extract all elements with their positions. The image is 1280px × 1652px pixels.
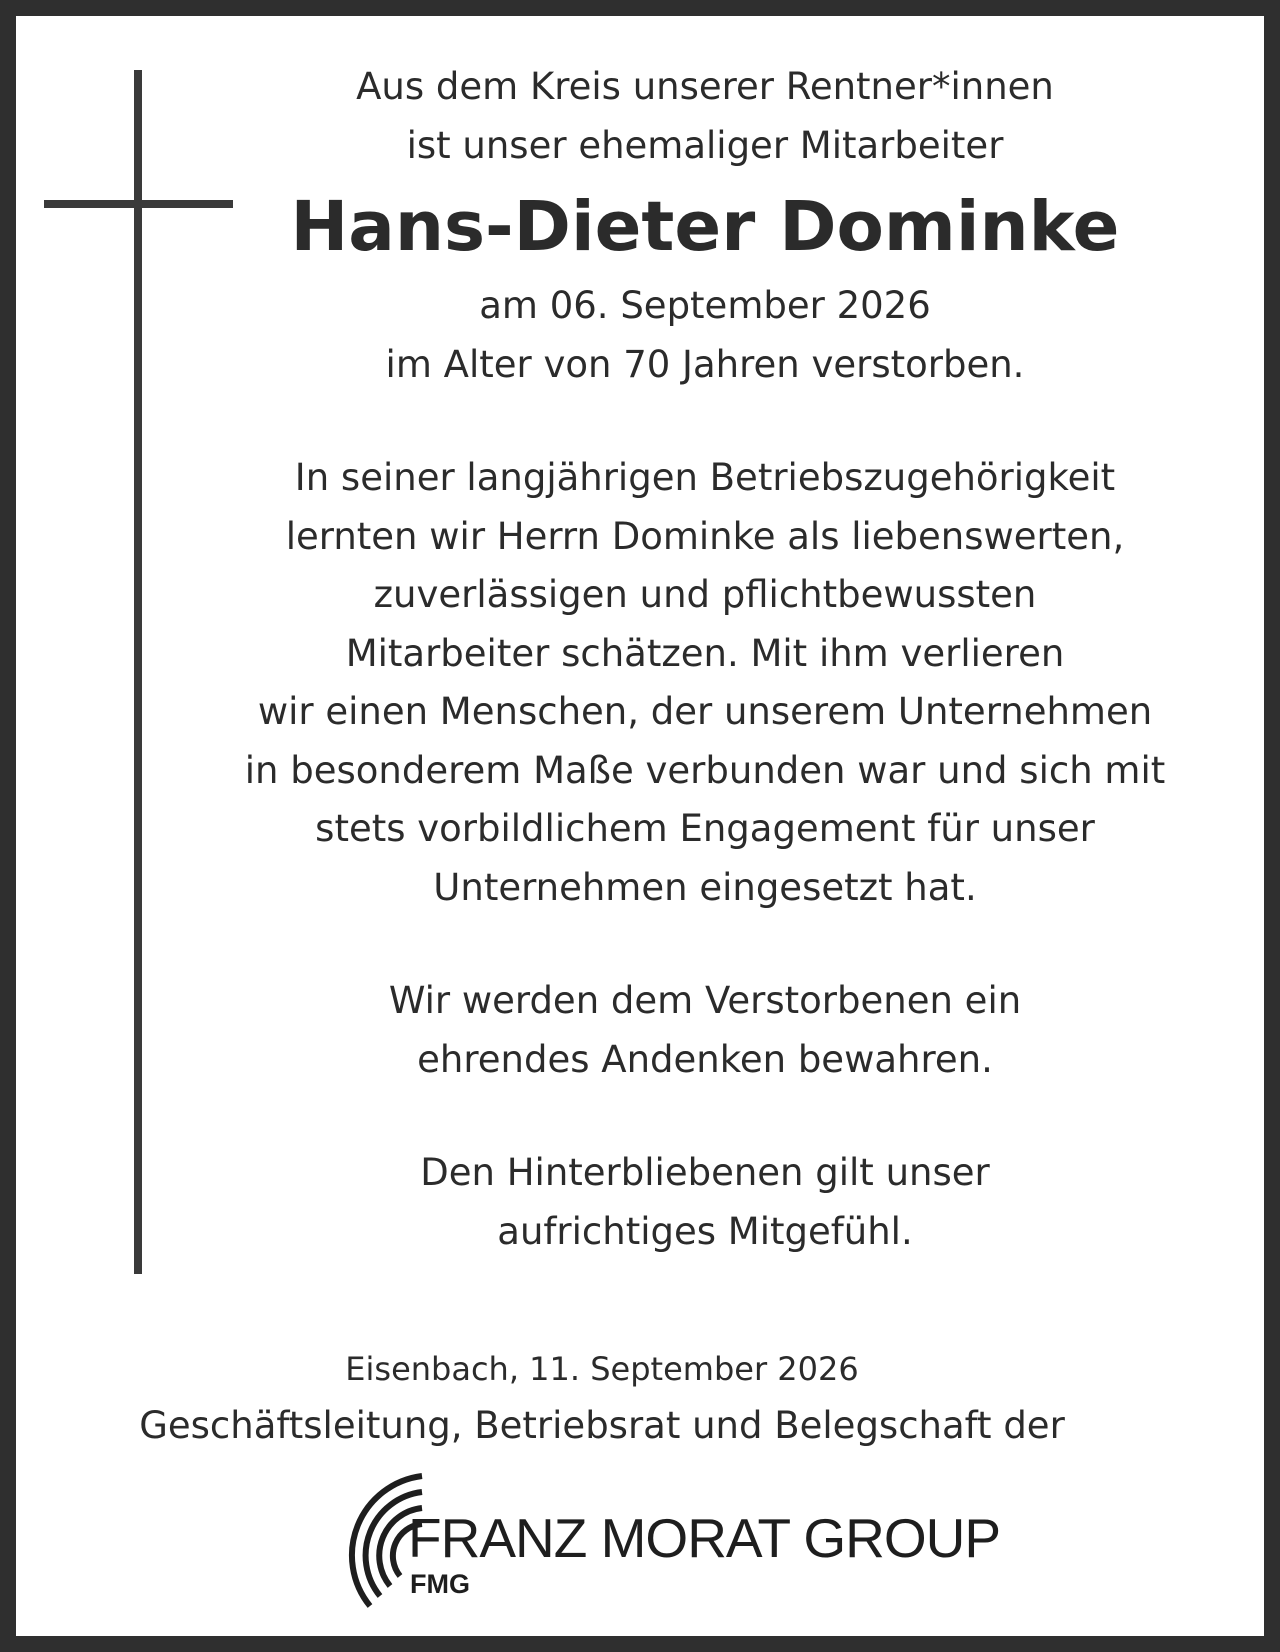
place-date: Eisenbach, 11. September 2026 xyxy=(345,1350,859,1388)
cross-vertical-bar xyxy=(134,70,142,1274)
tribute-line-5: wir einen Menschen, der unserem Unternehmen xyxy=(257,690,1153,733)
remembrance-line-2: ehrendes Andenken bewahren. xyxy=(417,1037,993,1081)
company-logo xyxy=(330,1466,1001,1616)
condolence-line-2: aufrichtiges Mitgefühl. xyxy=(497,1209,913,1253)
death-age-line: im Alter von 70 Jahren verstorben. xyxy=(385,342,1025,386)
logo-abbreviation: FMG xyxy=(410,1569,470,1599)
tribute-line-7: stets vorbildlichem Engagement für unser xyxy=(315,807,1095,850)
tribute-line-6: in besonderem Maße verbunden war und sich mit xyxy=(244,748,1166,792)
tribute-line-8: Unternehmen eingesetzt hat. xyxy=(433,865,977,909)
death-date-line: am 06. September 2026 xyxy=(479,284,931,327)
tribute-line-1: In seiner langjährigen Betriebszugehörigkeit xyxy=(294,456,1116,499)
tribute-line-4: Mitarbeiter schätzen. Mit ihm verlieren xyxy=(345,631,1065,675)
sender-line: Geschäftsleitung, Betriebsrat und Belegschaft der xyxy=(139,1404,1065,1447)
logo-company-name: FRANZ MORAT GROUP xyxy=(408,1507,1001,1569)
intro-line-1: Aus dem Kreis unserer Rentner*innen xyxy=(356,65,1054,108)
notice-body xyxy=(180,58,1230,1261)
deceased-name: Hans-Dieter Dominke xyxy=(290,187,1120,267)
remembrance-line-1: Wir werden dem Verstorbenen ein xyxy=(388,979,1022,1022)
tribute-line-2: lernten wir Herrn Dominke als liebenswerten, xyxy=(285,514,1125,558)
tribute-line-3: zuverlässigen und pflichtbewussten xyxy=(373,573,1037,616)
intro-line-2: ist unser ehemaliger Mitarbeiter xyxy=(406,123,1004,167)
condolence-line-1: Den Hinterbliebenen gilt unser xyxy=(420,1151,990,1194)
